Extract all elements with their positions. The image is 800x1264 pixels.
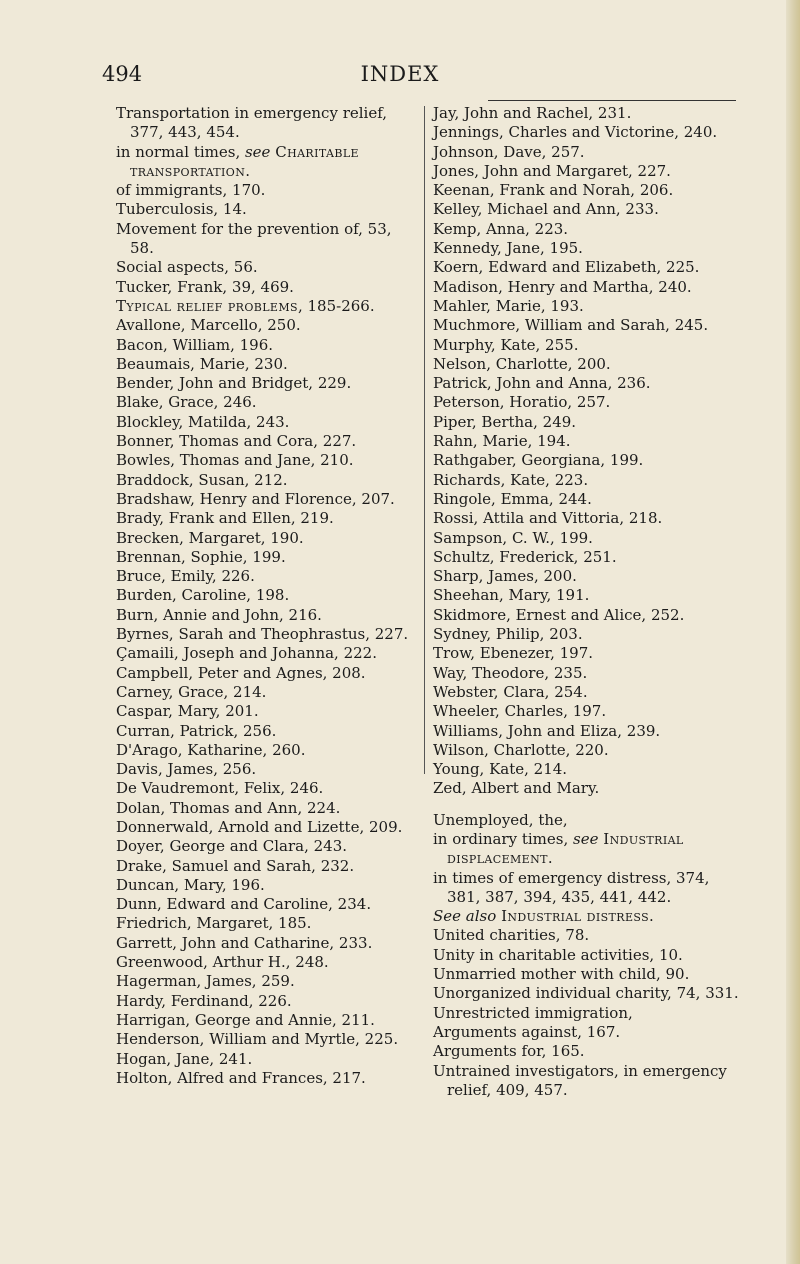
index-entry: Webster, Clara, 254. [433, 682, 588, 701]
index-entry: Keenan, Frank and Norah, 206. [433, 181, 674, 200]
index-entry [433, 907, 745, 926]
index-entry: Sharp, James, 200. [433, 567, 577, 586]
index-entry: Friedrich, Margaret, 185. [116, 914, 312, 933]
index-entry: Transportation in emergency relief, 377, 443, 454. [116, 104, 387, 142]
index-entry: Braddock, Susan, 212. [116, 470, 288, 489]
index-entry: Piper, Bertha, 249. [433, 412, 577, 431]
index-entry: Jay, John and Rachel, 231. [433, 104, 632, 122]
entry-text: Unrestricted immigration, [433, 1003, 633, 1022]
index-entry: Sheehan, Mary, 191. [433, 586, 590, 605]
page-edge [786, 0, 800, 1264]
index-entry [116, 297, 419, 316]
index-entry: Blake, Grace, 246. [116, 393, 257, 412]
entry-text: Typical relief problems [116, 296, 298, 315]
index-entry: Sydney, Philip, 203. [433, 625, 583, 644]
index-entry: Bacon, William, 196. [116, 335, 274, 354]
index-entry: Richards, Kate, 223. [433, 470, 589, 489]
index-entry [433, 1004, 745, 1023]
index-column-right [433, 104, 745, 1100]
index-entry: in times of emergency distress, 374, 381, 387, 394, 435, 441, 442. [433, 868, 710, 906]
index-entry: of immigrants, 170. [116, 181, 266, 200]
entry-text: Unorganized individual charity, 74, 331. [433, 984, 739, 1003]
index-entry: Bender, John and Bridget, 229. [116, 374, 352, 393]
entry-text: Charitable transportation. [130, 142, 359, 180]
index-entry [433, 830, 745, 869]
index-entry: Doyer, George and Clara, 243. [116, 837, 348, 856]
index-entry: Young, Kate, 214. [433, 760, 568, 779]
index-entry: Rahn, Marie, 194. [433, 432, 571, 451]
index-entry: Donnerwald, Arnold and Lizette, 209. [116, 817, 403, 836]
index-entry: Hardy, Ferdinand, 226. [116, 991, 292, 1010]
index-entry: Holton, Alfred and Frances, 217. [116, 1068, 366, 1087]
index-entry: Kennedy, Jane, 195. [433, 239, 583, 258]
index-entry: Harrigan, George and Annie, 211. [116, 1010, 375, 1029]
index-entry: Muchmore, William and Sarah, 245. [433, 316, 709, 335]
index-entry: Henderson, William and Myrtle, 225. [116, 1030, 399, 1049]
index-entry: Jennings, Charles and Victorine, 240. [433, 123, 718, 142]
running-head: INDEX [360, 62, 440, 86]
index-entry: Peterson, Horatio, 257. [433, 393, 611, 412]
entry-text: Untrained investigators, in emergency relief, 409, 457. [433, 1061, 727, 1099]
index-entry: Way, Theodore, 235. [433, 663, 588, 682]
entry-text: United charities, 78. [433, 926, 590, 945]
index-entry: Kemp, Anna, 223. [433, 219, 569, 238]
index-entry: Schultz, Frederick, 251. [433, 547, 617, 566]
index-entry: Avallone, Marcello, 250. [116, 316, 301, 335]
entry-text: See also [433, 907, 497, 926]
index-entry: Skidmore, Ernest and Alice, 252. [433, 605, 685, 624]
entry-text: see [244, 142, 271, 161]
entry-text: , 185-266. [297, 296, 375, 315]
index-entry: Curran, Patrick, 256. [116, 721, 277, 740]
index-entry [433, 1062, 745, 1101]
index-entry: Patrick, John and Anna, 236. [433, 374, 651, 393]
index-entry: Brecken, Margaret, 190. [116, 528, 304, 547]
entry-text: see [573, 829, 599, 848]
index-entry: Byrnes, Sarah and Theophrastus, 227. [116, 625, 409, 644]
entry-text: Unemployed, the, [433, 810, 568, 829]
index-entry: Bradshaw, Henry and Florence, 207. [116, 489, 395, 508]
index-entry: Madison, Henry and Martha, 240. [433, 277, 692, 296]
index-entry: Brennan, Sophie, 199. [116, 547, 286, 566]
index-entry: Nelson, Charlotte, 200. [433, 354, 611, 373]
index-entry: Tuberculosis, 14. [116, 200, 247, 219]
index-entry: Bowles, Thomas and Jane, 210. [116, 451, 354, 470]
index-entry: Drake, Samuel and Sarah, 232. [116, 856, 355, 875]
entry-text: Industrial displacement. [447, 829, 684, 868]
index-entry: Burden, Caroline, 198. [116, 586, 290, 605]
index-entry: Çamaili, Joseph and Johanna, 222. [116, 644, 377, 663]
index-entry: Wilson, Charlotte, 220. [433, 740, 609, 759]
index-entry: Jones, John and Margaret, 227. [433, 161, 671, 180]
index-entry: Caspar, Mary, 201. [116, 702, 259, 721]
index-entry: Wheeler, Charles, 197. [433, 702, 607, 721]
index-entry: Hagerman, James, 259. [116, 972, 295, 991]
index-entry: Sampson, C. W., 199. [433, 528, 593, 547]
index-entry: Kelley, Michael and Ann, 233. [433, 200, 659, 219]
index-entry: Garrett, John and Catharine, 233. [116, 933, 373, 952]
index-entry: Arguments for, 165. [433, 1042, 585, 1061]
index-entry: Koern, Edward and Elizabeth, 225. [433, 258, 700, 277]
entry-text: in ordinary times, [433, 829, 574, 848]
index-entry: Murphy, Kate, 255. [433, 335, 579, 354]
index-entry [433, 811, 745, 830]
index-entry: Ringole, Emma, 244. [433, 489, 592, 508]
index-entry: Bruce, Emily, 226. [116, 567, 255, 586]
index-entry [433, 965, 745, 984]
index-entry: Johnson, Dave, 257. [433, 142, 585, 161]
page-header [0, 44, 800, 84]
column-divider [424, 106, 425, 774]
index-entry: Arguments against, 167. [433, 1022, 621, 1041]
index-entry: D'Arago, Katharine, 260. [116, 740, 306, 759]
index-entry: De Vaudremont, Felix, 246. [116, 779, 324, 798]
index-entry: Campbell, Peter and Agnes, 208. [116, 663, 366, 682]
index-entry [433, 984, 745, 1003]
index-entry: Dolan, Thomas and Ann, 224. [116, 798, 341, 817]
index-entry: Bonner, Thomas and Cora, 227. [116, 432, 357, 451]
entry-text: Industrial distress. [501, 907, 655, 926]
index-entry: Davis, James, 256. [116, 760, 257, 779]
index-entry: Trow, Ebenezer, 197. [433, 644, 594, 663]
index-entry: Tucker, Frank, 39, 469. [116, 277, 294, 296]
index-entry: Dunn, Edward and Caroline, 234. [116, 895, 372, 914]
index-entry: Carney, Grace, 214. [116, 682, 267, 701]
index-entry: Williams, John and Eliza, 239. [433, 721, 661, 740]
index-entry: Hogan, Jane, 241. [116, 1049, 253, 1068]
index-entry: Mahler, Marie, 193. [433, 296, 584, 315]
index-entry: Blockley, Matilda, 243. [116, 412, 290, 431]
index-entry: Movement for the prevention of, 53, 58. [116, 219, 392, 258]
index-column-left [116, 104, 419, 1088]
index-entry: Beaumais, Marie, 230. [116, 354, 288, 373]
entry-text: Unity in charitable activities, 10. [433, 945, 683, 964]
index-entry: Rathgaber, Georgiana, 199. [433, 451, 644, 470]
entry-text: in normal times, [116, 142, 245, 161]
index-entry: Greenwood, Arthur H., 248. [116, 953, 329, 972]
index-entry [433, 926, 745, 945]
entry-gap [433, 799, 745, 811]
index-entry: Rossi, Attila and Vittoria, 218. [433, 509, 663, 528]
index-entry: Brady, Frank and Ellen, 219. [116, 509, 334, 528]
index-entry: Duncan, Mary, 196. [116, 875, 265, 894]
index-entry: Zed, Albert and Mary. [433, 779, 600, 798]
index-entry: Social aspects, 56. [116, 258, 258, 277]
entry-text: Unmarried mother with child, 90. [433, 965, 690, 984]
index-entry: Burn, Annie and John, 216. [116, 605, 322, 624]
index-entry [116, 143, 419, 182]
page-number: 494 [102, 62, 143, 86]
header-rule [488, 100, 736, 101]
index-entry [433, 946, 745, 965]
